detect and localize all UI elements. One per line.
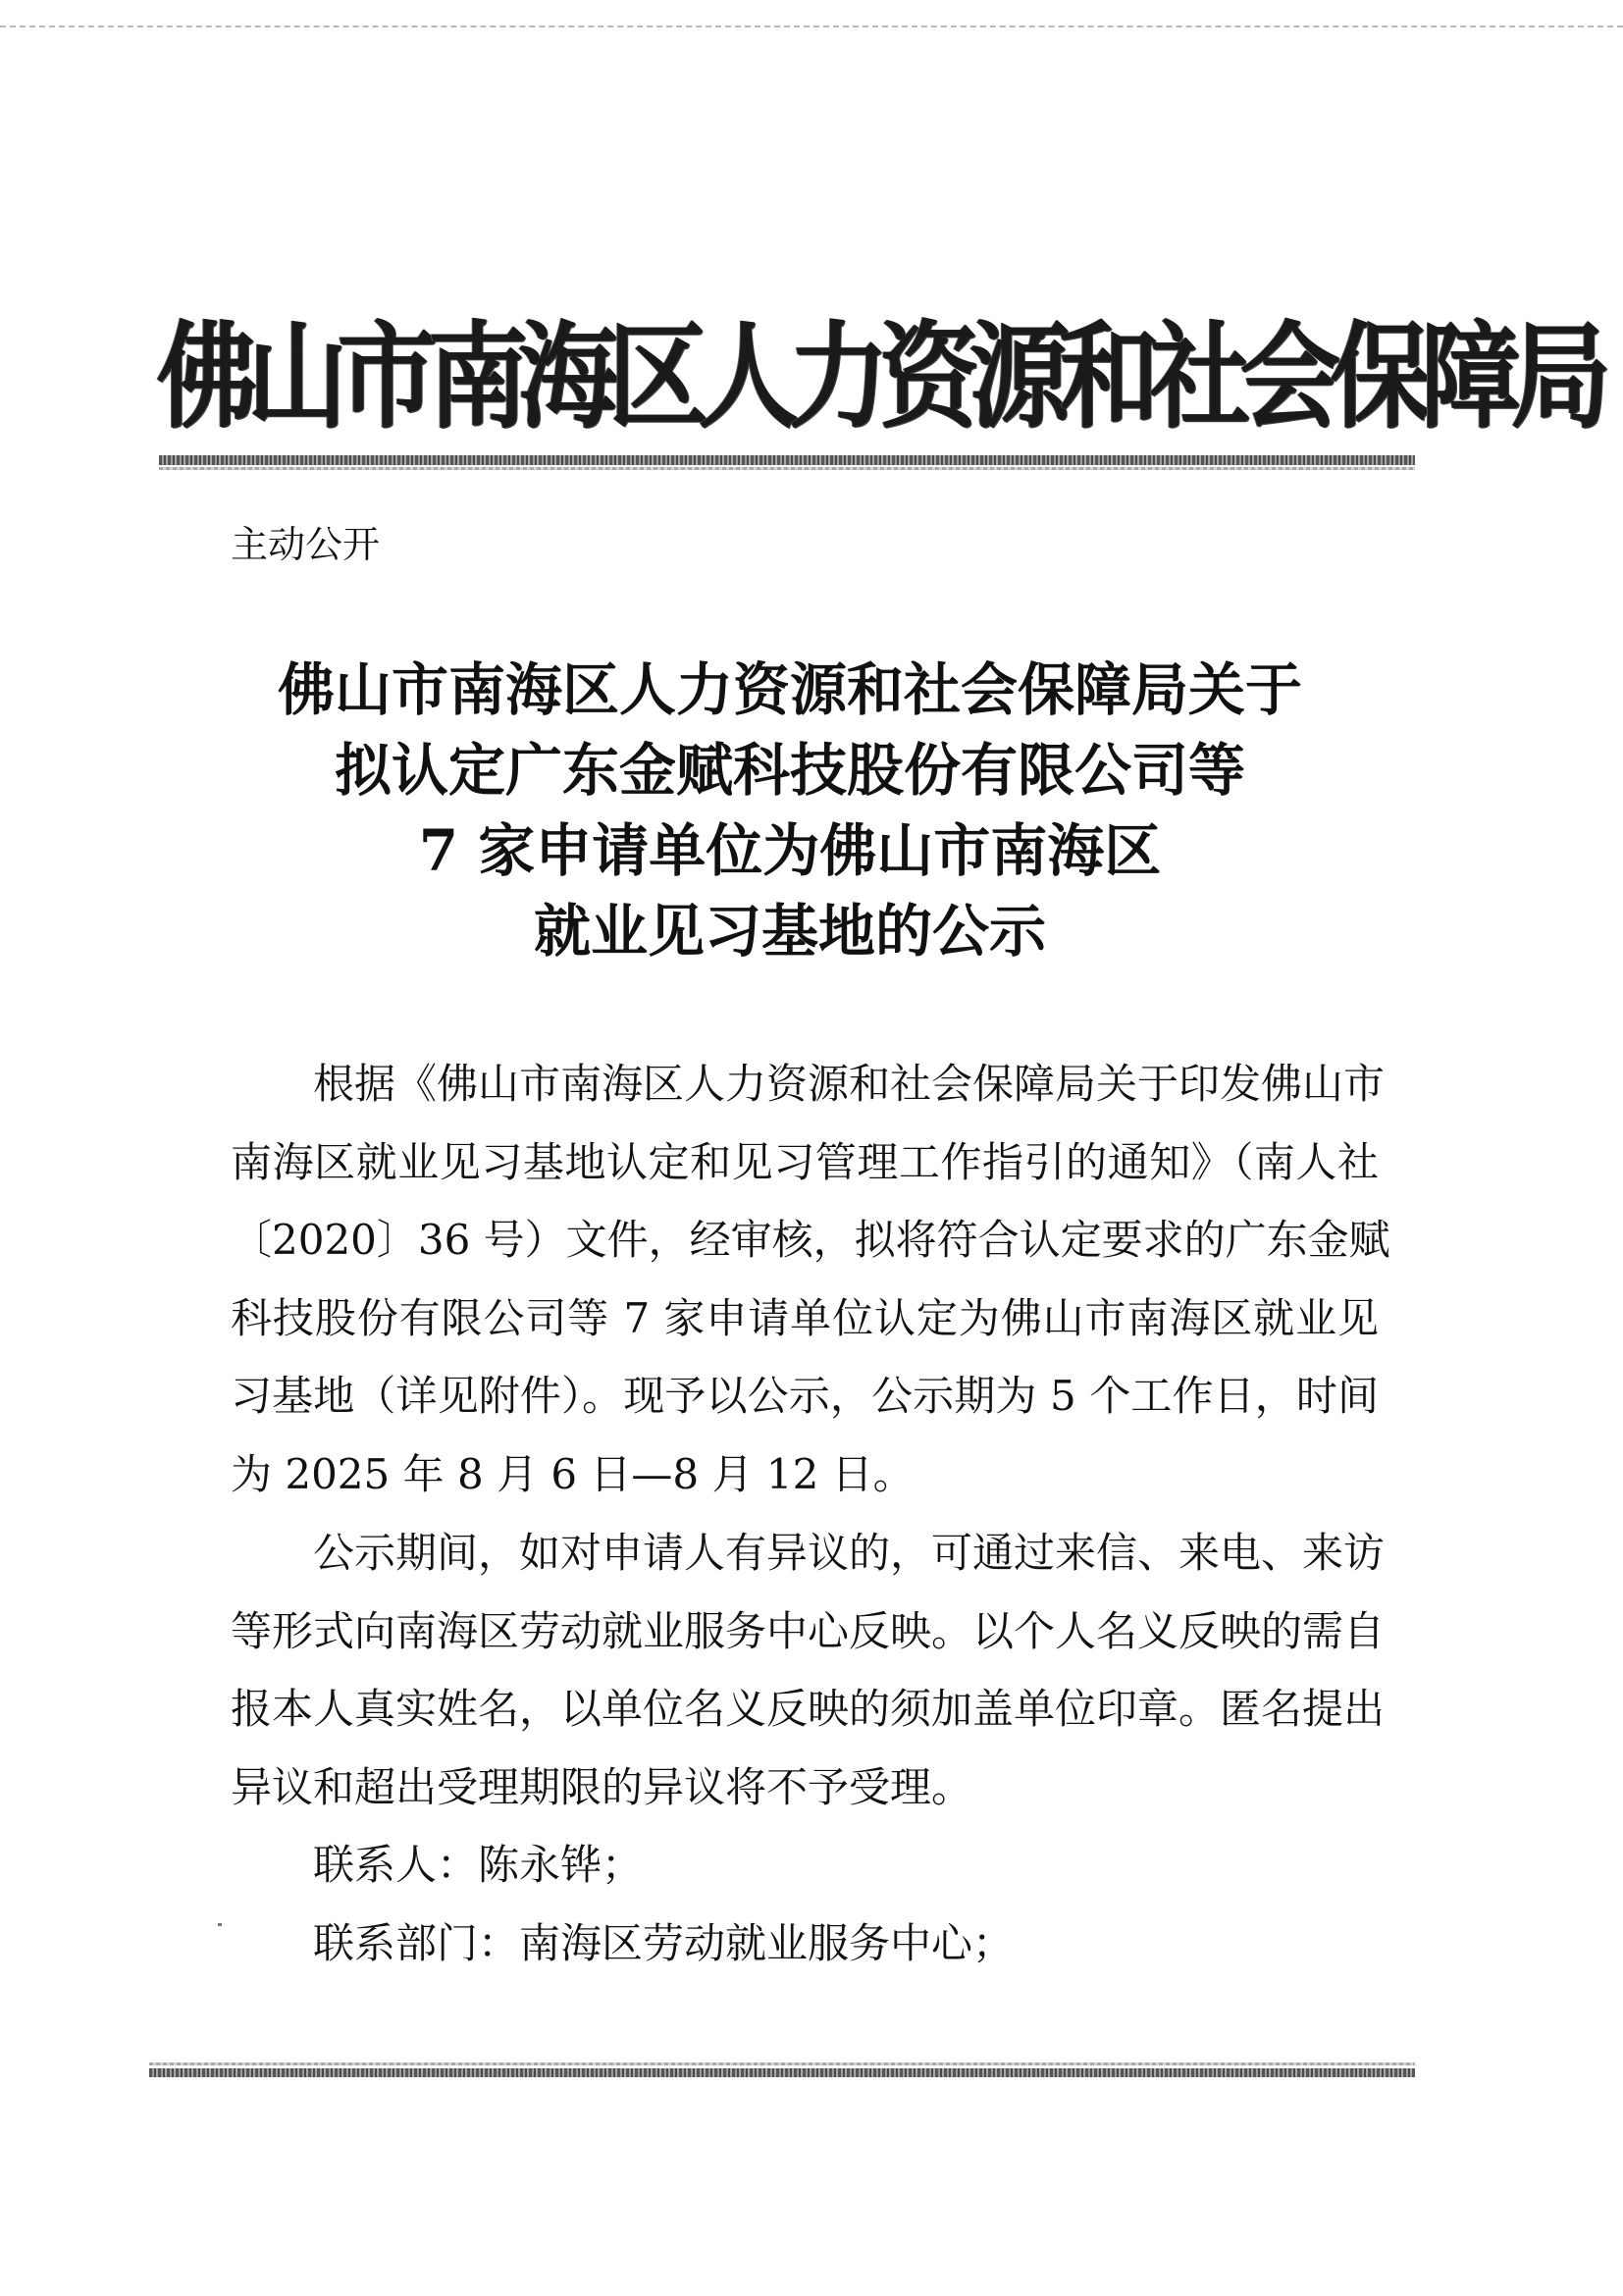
body-line: 等形式向南海区劳动就业服务中心反映。以个人名义反映的需自 xyxy=(231,1606,1386,1655)
scan-speck xyxy=(218,1923,222,1926)
footer-divider xyxy=(149,2068,1415,2077)
masthead-char: 源 xyxy=(969,309,1070,445)
title-line: 拟认定广东金赋科技股份有限公司等 xyxy=(334,737,1245,804)
contact-department: 联系部门：南海区劳动就业服务中心； xyxy=(313,1918,1015,1967)
masthead-org-name xyxy=(157,285,1611,451)
notice-title xyxy=(157,650,1423,971)
masthead-char: 局 xyxy=(1511,309,1611,445)
masthead-char: 人 xyxy=(699,309,799,445)
masthead-char: 区 xyxy=(608,309,708,445)
body-line: 公示期间，如对申请人有异议的，可通过来信、来电、来访 xyxy=(313,1529,1386,1577)
body-line: 〔2020〕36 号）文件，经审核，拟将符合认定要求的广东金赋 xyxy=(231,1216,1390,1264)
contact-person: 联系人：陈永铧； xyxy=(313,1841,644,1889)
masthead-char: 市 xyxy=(338,309,438,445)
paragraph-objection xyxy=(231,1514,1386,1826)
body-line: 科技股份有限公司等 7 家申请单位认定为佛山市南海区就业见 xyxy=(231,1293,1379,1342)
masthead-char: 山 xyxy=(247,309,347,445)
masthead-char: 佛 xyxy=(157,309,257,445)
masthead-char: 南 xyxy=(428,309,528,445)
body-line: 报本人真实姓名，以单位名义反映的须加盖单位印章。匿名提出 xyxy=(231,1685,1386,1733)
title-line: 7 家申请单位为佛山市南海区 xyxy=(418,817,1162,884)
title-line: 佛山市南海区人力资源和社会保障局关于 xyxy=(277,656,1302,723)
disclosure-label: 主动公开 xyxy=(231,523,381,566)
body-line: 为 2025 年 8 月 6 日—8 月 12 日。 xyxy=(231,1449,915,1498)
scan-top-edge xyxy=(0,26,1623,27)
masthead-char: 保 xyxy=(1331,309,1431,445)
paragraph-basis xyxy=(231,1045,1390,1513)
masthead-divider xyxy=(159,455,1415,465)
masthead-char: 力 xyxy=(789,309,889,445)
notice-body xyxy=(231,1045,1390,1982)
masthead-char: 会 xyxy=(1240,309,1340,445)
masthead-char: 和 xyxy=(1060,309,1160,445)
body-line: 南海区就业见习基地认定和见习管理工作指引的通知》（南人社 xyxy=(231,1137,1379,1186)
masthead-char: 资 xyxy=(879,309,979,445)
masthead-char: 障 xyxy=(1421,309,1521,445)
body-line: 根据《佛山市南海区人力资源和社会保障局关于印发佛山市 xyxy=(313,1060,1386,1108)
title-line: 就业见习基地的公示 xyxy=(533,898,1046,965)
masthead-char: 社 xyxy=(1150,309,1250,445)
body-line: 异议和超出受理期限的异议将不予受理。 xyxy=(231,1762,973,1811)
masthead-char: 海 xyxy=(518,309,618,445)
body-line: 习基地（详见附件）。现予以公示，公示期为 5 个工作日，时间 xyxy=(231,1372,1379,1420)
